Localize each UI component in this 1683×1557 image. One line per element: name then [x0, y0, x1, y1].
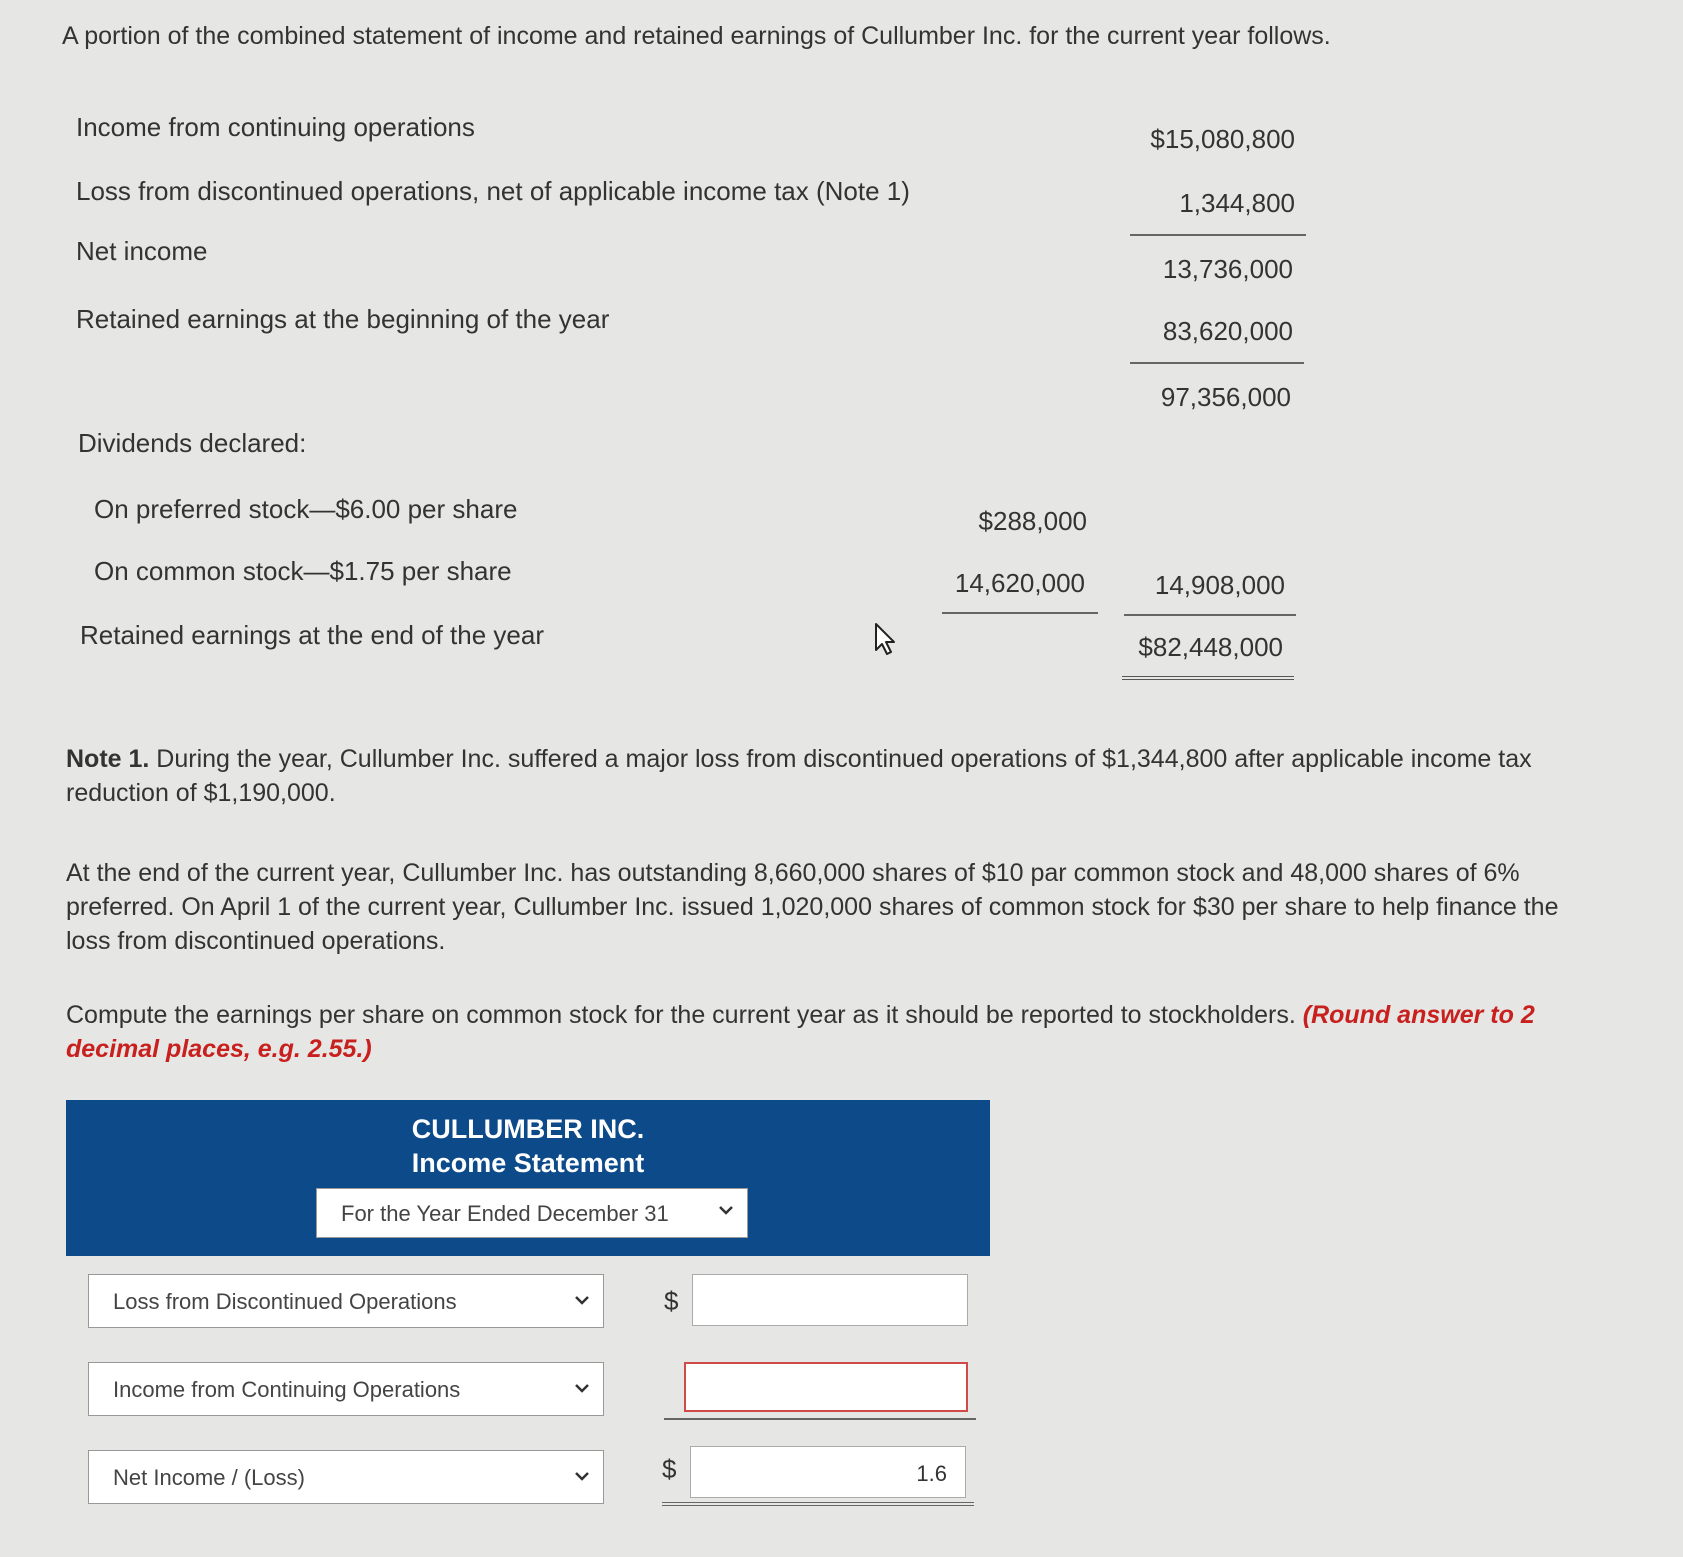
retained-end-value: $82,448,000: [1138, 632, 1283, 662]
intro-text: A portion of the combined statement of income and retained earnings of Cullumber Inc. for the current year follows.: [62, 22, 1331, 50]
line-item-dropdown-2-value: Income from Continuing Operations: [113, 1377, 461, 1402]
row-label-discontinued: Loss from discontinued operations, net of applicable income tax (Note 1): [76, 176, 910, 206]
subtotal-rule: [1130, 234, 1306, 236]
row-label-continuing: Income from continuing operations: [76, 112, 475, 142]
eps-input[interactable]: 1.6: [690, 1446, 966, 1498]
subtotal-rule: [1124, 614, 1296, 616]
line-item-dropdown-3[interactable]: [88, 1450, 604, 1504]
chevron-down-icon: [573, 1379, 591, 1397]
period-dropdown[interactable]: [316, 1188, 748, 1238]
note-1: [66, 742, 1596, 810]
company-name: CULLUMBER INC.: [411, 1114, 645, 1144]
shares-paragraph: At the end of the current year, Cullumber Inc. has outstanding 8,660,000 shares of $10 par common stock and 48,000 shares of 6% preferred. On April 1 of the current year, Cullumber Inc. issued 1,020,000 shares of common stock for $30 per share to help finance the loss from discontinued operations.: [66, 859, 1559, 955]
instruction-text: Compute the earnings per share on common stock for the current year as it should be reported to stockholders.: [66, 1001, 1303, 1029]
note-1-heading: Note 1.: [66, 745, 150, 773]
total-double-rule: [662, 1502, 974, 1506]
line-item-dropdown-1-value: Loss from Discontinued Operations: [113, 1289, 457, 1314]
instruction: [66, 998, 1596, 1066]
period-dropdown-value: For the Year Ended December 31: [341, 1201, 669, 1226]
retained-end-label: Retained earnings at the end of the year: [80, 620, 544, 650]
subtotal-rule: [1130, 362, 1304, 364]
currency-symbol: $: [664, 1286, 679, 1316]
note-1-text: During the year, Cullumber Inc. suffered a major loss from discontinued operations of $1,344,800 after applicable income tax reduction of $1,190,000.: [66, 745, 1532, 807]
line-item-dropdown-2[interactable]: [88, 1362, 604, 1416]
statement-title: Income Statement: [411, 1148, 645, 1178]
amount-input-1[interactable]: [692, 1274, 968, 1326]
rounding-hint: (Round answer to 2 decimal places, e.g. 2.55.): [66, 1001, 1535, 1063]
dividends-total: 14,908,000: [1154, 570, 1285, 600]
preferred-label: On preferred stock—$6.00 per share: [94, 494, 518, 524]
total-double-rule: [1122, 676, 1294, 680]
line-item-dropdown-3-value: Net Income / (Loss): [113, 1465, 305, 1490]
subtotal-rule: [664, 1418, 976, 1420]
row-label-net-income: Net income: [76, 236, 208, 266]
row-label-retained-begin: Retained earnings at the beginning of the year: [76, 304, 610, 334]
row-value-discontinued: 1,344,800: [1179, 188, 1295, 218]
common-label: On common stock—$1.75 per share: [94, 556, 512, 586]
currency-symbol: $: [662, 1454, 677, 1484]
subtotal-rule: [942, 612, 1098, 614]
dividends-label: Dividends declared:: [78, 428, 307, 458]
chevron-down-icon: [717, 1201, 735, 1219]
row-value-continuing: $15,080,800: [1150, 124, 1295, 154]
row-value-subtotal: 97,356,000: [1160, 382, 1291, 412]
mouse-pointer-icon: [874, 622, 898, 656]
preferred-value: $288,000: [978, 506, 1087, 536]
common-value: 14,620,000: [954, 568, 1085, 598]
chevron-down-icon: [573, 1291, 591, 1309]
row-value-net-income: 13,736,000: [1162, 254, 1293, 284]
row-value-retained-begin: 83,620,000: [1162, 316, 1293, 346]
statement-header: [66, 1100, 990, 1256]
line-item-dropdown-1[interactable]: [88, 1274, 604, 1328]
chevron-down-icon: [573, 1467, 591, 1485]
amount-input-2[interactable]: [684, 1362, 968, 1412]
